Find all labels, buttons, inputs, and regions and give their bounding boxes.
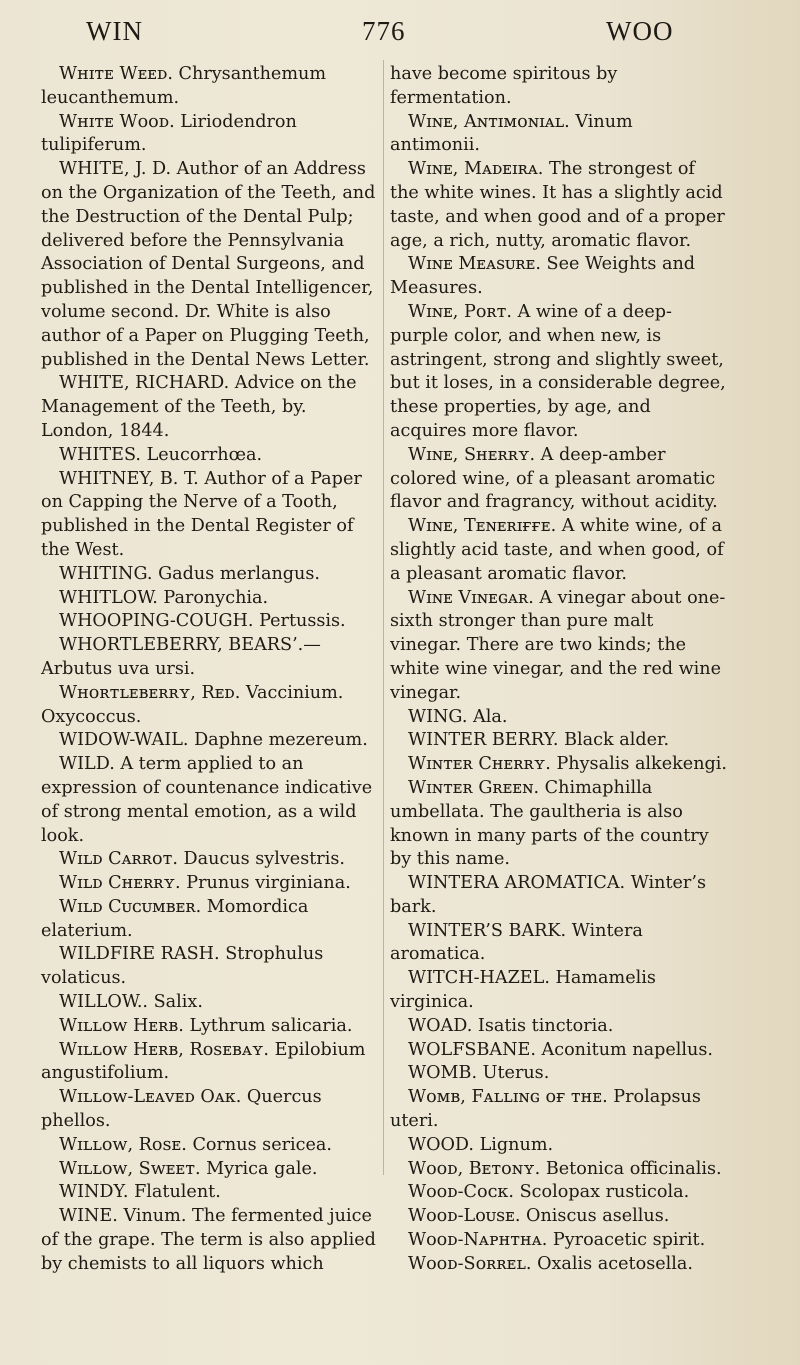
dictionary-entry: Wɪʟʟᴏᴡ, Sᴡᴇᴇᴛ. Myrica gale. (59, 1158, 318, 1179)
dictionary-entry: Wᴏᴍʙ, Fᴀʟʟɪɴɢ ᴏғ ᴛʜᴇ. Prolapsus uteri. (390, 1087, 701, 1132)
dictionary-entry: Wɪɴᴇ, Pᴏʀᴛ. A wine of a deep-purple color, and when new, is astringent, strong and slightly sweet, but it loses, in a considerable degree, these properties, by age, and acquires more flavor. (390, 301, 726, 441)
dictionary-entry: WOOD. Lignum. (408, 1134, 554, 1155)
column-divider (383, 60, 384, 1175)
dictionary-entry: Wᴏᴏᴅ-Nᴀᴘʜᴛʜᴀ. Pyroacetic spirit. (408, 1230, 706, 1251)
running-header (40, 16, 720, 50)
dictionary-entry: Wɪɴᴇ, Sʜᴇʀʀʏ. A deep-amber colored wine, of a pleasant aromatic flavor and fragrancy, without acidity. (390, 444, 718, 513)
header-left-guide-word: WIN (86, 16, 143, 46)
dictionary-entry: Wɪɴᴛᴇʀ Gʀᴇᴇɴ. Chimaphilla umbellata. The gaultheria is also known in many parts of the country by this name. (390, 777, 709, 870)
dictionary-entry: Wɪɴᴇ Mᴇᴀsᴜʀᴇ. See Weights and Measures. (390, 254, 696, 299)
dictionary-entry: Wɪɴᴇ, Tᴇɴᴇʀɪғғᴇ. A white wine, of a slightly acid taste, and when good, of a pleasant aromatic flavor. (390, 516, 724, 584)
dictionary-entry: WINE. Vinum. The fermented juice of the grape. The term is also applied by chemists to all liquors which (41, 1206, 376, 1274)
dictionary-entry: WILLOW.. Salix. (59, 992, 203, 1013)
dictionary-entry: Wʜɪᴛᴇ Wᴏᴏᴅ. Liriodendron tulipiferum. (41, 111, 297, 156)
dictionary-entry: WOLFSBANE. Aconitum napellus. (408, 1039, 713, 1060)
dictionary-entry: WINTER’S BARK. Wintera aromatica. (390, 920, 643, 965)
dictionary-entry: Wɪʟʟᴏᴡ-Lᴇᴀᴠᴇᴅ Oᴀᴋ. Quercus phellos. (41, 1087, 322, 1132)
dictionary-entry: Wʜᴏʀᴛʟᴇʙᴇʀʀʏ, Rᴇᴅ. Vaccinium. Oxycoccus. (41, 682, 344, 727)
dictionary-entry: WITCH-HAZEL. Hamamelis virginica. (390, 968, 656, 1013)
dictionary-entry: Wᴏᴏᴅ-Cᴏᴄᴋ. Scolopax rusticola. (408, 1182, 690, 1203)
left-column (41, 63, 379, 1277)
dictionary-entry: Wɪʟʟᴏᴡ Hᴇʀʙ, Rᴏsᴇʙᴀʏ. Epilobium angustifolium. (41, 1039, 366, 1084)
dictionary-entry: WHITE, RICHARD. Advice on the Management of the Teeth, by. London, 1844. (41, 373, 357, 441)
header-right-guide-word: WOO (606, 16, 674, 46)
dictionary-entry: WILDFIRE RASH. Strophulus volaticus. (41, 944, 324, 989)
dictionary-entry: WHITLOW. Paronychia. (59, 587, 269, 608)
dictionary-entry: Wɪʟʟᴏᴡ Hᴇʀʙ. Lythrum salicaria. (59, 1015, 353, 1036)
dictionary-entry: WING. Ala. (408, 706, 508, 727)
dictionary-entry: Wᴏᴏᴅ, Bᴇᴛᴏɴʏ. Betonica officinalis. (408, 1158, 722, 1179)
dictionary-entry: Wᴏᴏᴅ-Sᴏʀʀᴇʟ. Oxalis acetosella. (408, 1253, 693, 1274)
dictionary-entry: Wɪɴᴇ, Aɴᴛɪᴍᴏɴɪᴀʟ. Vinum antimonii. (390, 111, 633, 156)
dictionary-entry: WHITES. Leucorrhœa. (59, 444, 263, 465)
dictionary-entry: WHITE, J. D. Author of an Address on the Organization of the Teeth, and the Destruction of the Dental Pulp; delivered before the Pennsylvania Association of Dental Surgeons, and published in the Dental Intelligencer, volume second. Dr. White is also author of a Paper on Plugging Teeth, published in the Dental News Letter. (41, 159, 376, 370)
dictionary-entry: WILD. A term applied to an expression of countenance indicative of strong mental emotion, as a wild look. (41, 754, 373, 846)
dictionary-entry: WOAD. Isatis tinctoria. (408, 1015, 614, 1036)
right-column (390, 63, 728, 1277)
dictionary-entry: Wɪɴᴛᴇʀ Cʜᴇʀʀʏ. Physalis alkekengi. (408, 754, 728, 775)
dictionary-entry: WINDY. Flatulent. (59, 1182, 221, 1203)
dictionary-entry: Wɪɴᴇ Vɪɴᴇɢᴀʀ. A vinegar about one-sixth stronger than pure malt vinegar. There are two kinds; the white wine vinegar, and the red wine vinegar. (390, 587, 726, 703)
dictionary-entry: Wᴏᴏᴅ-Lᴏᴜsᴇ. Oniscus asellus. (408, 1206, 670, 1227)
dictionary-entry: Wɪɴᴇ, Mᴀᴅᴇɪʀᴀ. The strongest of the white wines. It has a slightly acid taste, and when good and of a proper age, a rich, nutty, aromatic flavor. (390, 159, 725, 251)
dictionary-entry: WINTER BERRY. Black alder. (408, 730, 670, 751)
dictionary-entry: WHOOPING-COUGH. Pertussis. (59, 611, 346, 632)
dictionary-entry: Wɪʟᴅ Cʜᴇʀʀʏ. Prunus virginiana. (59, 873, 351, 894)
dictionary-entry: Wʜɪᴛᴇ Wᴇᴇᴅ. Chrysanthemum leucanthemum. (41, 64, 327, 108)
dictionary-entry: Wɪʟʟᴏᴡ, Rᴏsᴇ. Cornus sericea. (59, 1134, 333, 1155)
dictionary-entry: WIDOW-WAIL. Daphne mezereum. (59, 730, 368, 751)
dictionary-entry: Wɪʟᴅ Cᴀʀʀᴏᴛ. Daucus sylvestris. (59, 849, 345, 870)
page-number: 776 (362, 16, 406, 46)
dictionary-entry: WHITNEY, B. T. Author of a Paper on Capping the Nerve of a Tooth, published in the Dental Register of the West. (41, 468, 362, 560)
dictionary-entry: WINTERA AROMATICA. Winter’s bark. (390, 873, 706, 917)
dictionary-entry: WOMB. Uterus. (408, 1063, 550, 1084)
dictionary-entry: WHITING. Gadus merlangus. (59, 563, 320, 584)
dictionary-entry: have become spiritous by fermentation. (390, 64, 618, 108)
dictionary-entry: Wɪʟᴅ Cᴜᴄᴜᴍʙᴇʀ. Momordica elaterium. (41, 896, 309, 941)
dictionary-entry: WHORTLEBERRY, BEARS’.— Arbutus uva ursi. (41, 635, 321, 679)
